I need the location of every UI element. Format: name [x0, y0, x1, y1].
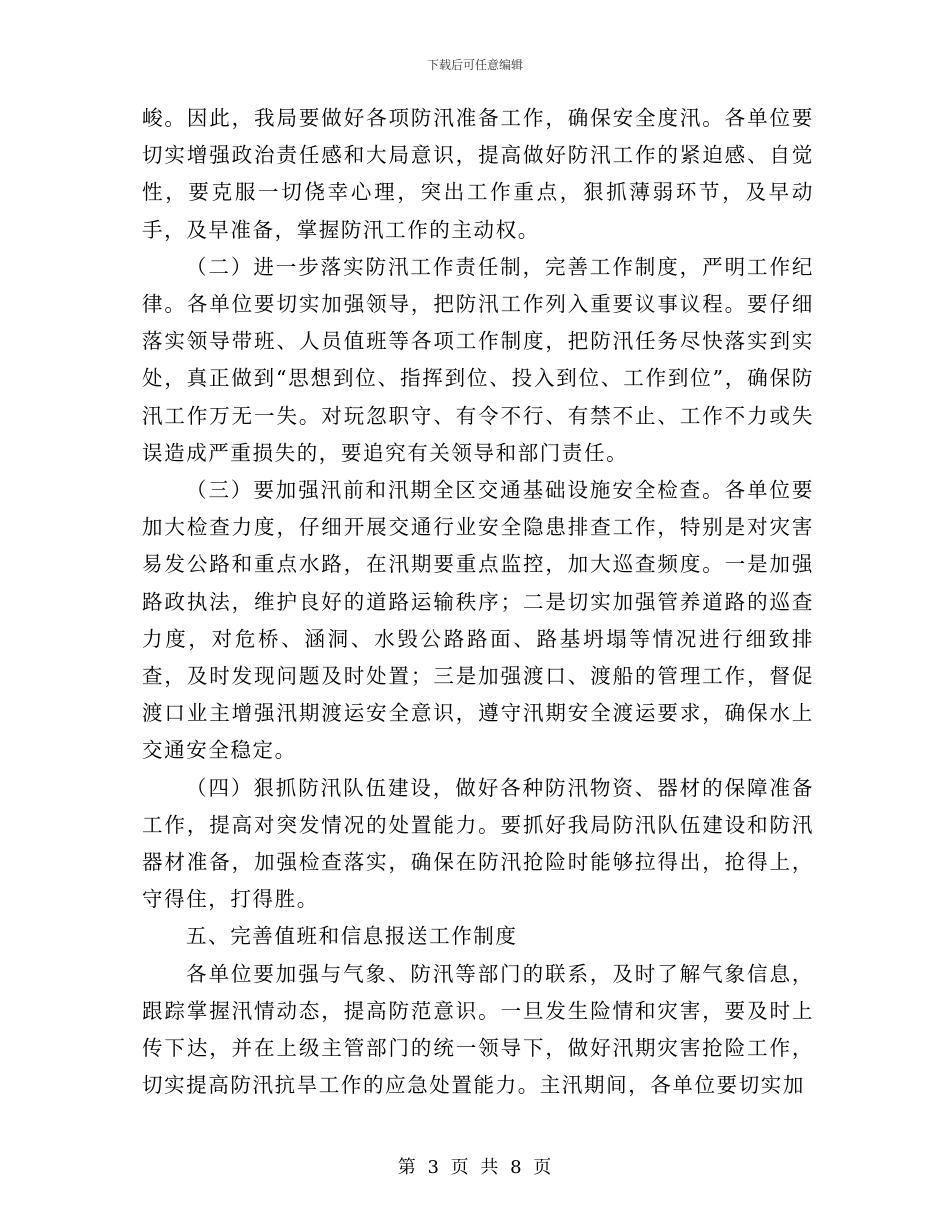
- page-header: 下载后可任意编辑: [426, 58, 523, 72]
- paragraph-item-4: （四）狠抓防汛队伍建设，做好各种防汛物资、器材的保障准备工作，提高对突发情况的处置能力。要抓好我局防汛队伍建设和防汛器材准备，加强检查落实，确保在防汛抢险时能够拉得出，抢得上，守得住，打得胜。: [142, 775, 814, 912]
- paragraph-item-2: （二）进一步落实防汛工作责任制，完善工作制度，严明工作纪律。各单位要切实加强领导，把防汛工作列入重要议事议程。要仔细落实领导带班、人员值班等各项工作制度，把防汛任务尽快落实到实处，真正做到“思想到位、指挥到位、投入到位、工作到位”，确保防汛工作万无一失。对玩忽职守、有令不行、有禁不止、工作不力或失误造成严重损失的，要追究有关领导和部门责任。: [142, 254, 814, 465]
- document-body: [142, 100, 814, 1104]
- paragraph-continuation: 峻。因此，我局要做好各项防汛准备工作，确保安全度汛。各单位要切实增强政治责任感和大局意识，提高做好防汛工作的紧迫感、自觉性，要克服一切侥幸心理，突出工作重点，狠抓薄弱环节，及早动手，及早准备，掌握防汛工作的主动权。: [142, 106, 814, 242]
- page-number-footer: 第 3 页 共 8 页: [397, 1157, 553, 1178]
- paragraph-item-3: （三）要加强汛前和汛期全区交通基础设施安全检查。各单位要加大检查力度，仔细开展交通行业安全隐患排查工作，特别是对灾害易发公路和重点水路，在汛期要重点监控，加大巡查频度。一是加强路政执法，维护良好的道路运输秩序；二是切实加强管养道路的巡查力度，对危桥、涵洞、水毁公路路面、路基坍塌等情况进行细致排查，及时发现问题及时处置；三是加强渡口、渡船的管理工作，督促渡口业主增强汛期渡运安全意识，遵守汛期安全渡运要求，确保水上交通安全稳定。: [142, 478, 814, 763]
- paragraph-section-5: 各单位要加强与气象、防汛等部门的联系，及时了解气象信息，跟踪掌握汛情动态，提高防范意识。一旦发生险情和灾害，要及时上传下达，并在上级主管部门的统一领导下，做好汛期灾害抢险工作，切实提高防汛抗旱工作的应急处置能力。主汛期间，各单位要切实加: [142, 961, 814, 1098]
- section-heading: 五、完善值班和信息报送工作制度: [186, 924, 518, 949]
